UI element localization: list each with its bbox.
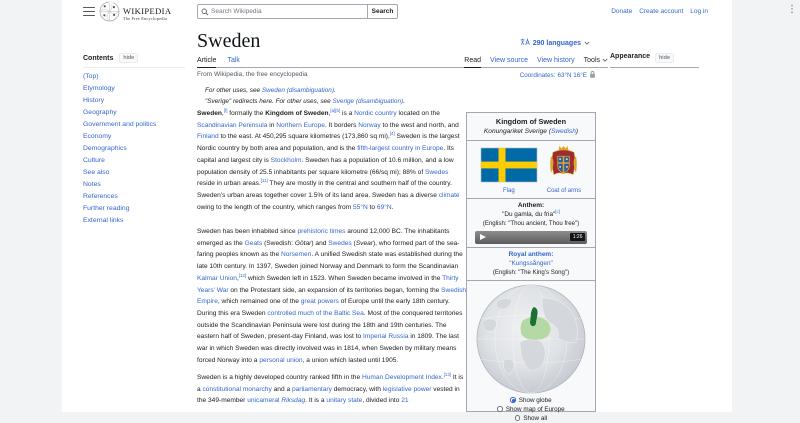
wikipedia-globe-icon xyxy=(99,1,120,27)
divider xyxy=(467,280,595,281)
languages-count-label: 290 languages xyxy=(532,39,581,47)
tools-label: Tools xyxy=(583,57,600,64)
text-span: vested in the 349-member xyxy=(197,385,460,405)
map-option-label: Show all xyxy=(523,414,548,422)
text-span: of Europe until the early 18th century. During this era Sweden xyxy=(197,298,450,317)
text-link[interactable]: Sweden (disambiguation) xyxy=(261,87,334,94)
hamburger-menu-icon[interactable] xyxy=(83,7,95,16)
text-link[interactable]: 69°N xyxy=(376,203,392,211)
text-link[interactable]: parliamentary xyxy=(291,385,332,393)
tools-menu[interactable] xyxy=(584,57,608,67)
text-link[interactable]: Sverige (disambiguation) xyxy=(332,98,404,105)
radio-icon[interactable] xyxy=(515,415,521,421)
anthem-english: (English: "Thou ancient, Thou free") xyxy=(482,219,580,227)
infobox-title: Kingdom of Sweden xyxy=(495,117,567,126)
divider xyxy=(467,140,595,141)
text-span: to xyxy=(367,203,377,211)
royal-anthem-english: (English: "The King's Song") xyxy=(492,268,570,276)
text-span: and a xyxy=(271,385,292,393)
toc-item-see-also[interactable]: See also xyxy=(83,169,110,176)
text-span: reside in urban areas. xyxy=(197,180,261,188)
languages-button[interactable] xyxy=(520,38,590,48)
header-user-links xyxy=(611,8,708,15)
wikipedia-logo[interactable] xyxy=(99,1,171,27)
reference-link[interactable]: [11] xyxy=(260,178,268,184)
text-span: For other uses, see xyxy=(205,87,262,94)
text-span: Sweden is the largest Nordic country by both area and population, and is the xyxy=(197,133,460,153)
search-button[interactable]: Search xyxy=(368,4,398,19)
text-span: which Sweden left in 1523. When Sweden became involved in the xyxy=(246,274,443,282)
map-option-show-globe[interactable] xyxy=(471,396,591,405)
text-span: It is a xyxy=(197,374,464,393)
text-link[interactable]: Stockholm xyxy=(270,156,302,164)
text-span: in 1809. The last war in which Sweden was directly involved was in 1814, when Sweden by military means forced Norway into a xyxy=(197,333,459,364)
text-span: . Sweden has a population of 10.6 million, and a low population density of 25.5 inhabitants per square kilometre (66/sq mi); 88% of xyxy=(197,156,454,176)
text-span: located on the xyxy=(396,110,440,117)
language-icon xyxy=(520,38,530,48)
lead-paragraph-3 xyxy=(197,372,467,407)
coat-of-arms-image[interactable] xyxy=(549,144,578,186)
tab-view-source[interactable]: View source xyxy=(490,57,529,64)
reference-link[interactable]: [a][b] xyxy=(330,107,341,113)
text-span: , divided into xyxy=(362,397,402,405)
location-globe-map[interactable] xyxy=(476,284,586,394)
text-span: Konungariket Sverige ( xyxy=(483,127,551,135)
text-link[interactable]: 55°N xyxy=(353,203,368,211)
hatnote xyxy=(205,96,465,107)
text-link[interactable]: constitutional monarchy xyxy=(202,385,272,393)
text-link[interactable]: Geats xyxy=(244,239,263,247)
toc-item-etymology[interactable]: Etymology xyxy=(83,85,115,92)
audio-player[interactable] xyxy=(475,231,587,244)
toc-item-economy[interactable]: Economy xyxy=(83,133,112,140)
royal-anthem-label-link[interactable]: Royal anthem: xyxy=(508,251,554,259)
radio-selected-icon[interactable] xyxy=(510,397,516,403)
map-option-label: Show map of Europe xyxy=(505,405,565,413)
coat-of-arms-link[interactable]: Coat of arms xyxy=(546,188,582,195)
map-option-show-map-of-europe[interactable] xyxy=(471,405,591,414)
anthem-title-link xyxy=(471,211,591,220)
coordinates-value-link[interactable]: 63°N 16°E xyxy=(557,72,587,79)
text-span: . It is a xyxy=(305,397,327,405)
text-link[interactable]: Swedish xyxy=(550,127,576,135)
sweden-flag-image[interactable] xyxy=(481,148,537,186)
map-option-show-all[interactable] xyxy=(471,414,591,423)
search-input[interactable] xyxy=(211,8,364,15)
toc-item-references[interactable]: References xyxy=(83,193,118,200)
infobox-native-name xyxy=(471,128,591,137)
text-link[interactable]: unicameral xyxy=(247,397,280,405)
text-span: democracy, with xyxy=(331,385,383,393)
royal-anthem-title-link[interactable]: "Kungssången" xyxy=(509,259,553,267)
text-span: in xyxy=(267,121,277,129)
text-link[interactable]: fifth-largest country in Europe xyxy=(357,145,444,153)
text-link[interactable]: personal union xyxy=(259,356,303,364)
text-span: ) and xyxy=(311,239,329,247)
wikipedia-tagline: The Free Encyclopedia xyxy=(123,15,168,21)
create-account-link[interactable]: Create account xyxy=(639,8,684,15)
text-span: ) xyxy=(575,127,579,135)
text-span: Götar xyxy=(294,239,312,247)
play-icon[interactable] xyxy=(480,234,486,240)
chevron-down-icon xyxy=(602,57,608,64)
search-field[interactable] xyxy=(197,4,368,19)
text-span: Sweden has been inhabited since xyxy=(197,228,298,235)
text-link[interactable]: controlled much of the Baltic Sea xyxy=(267,309,364,317)
tab-view-history[interactable]: View history xyxy=(537,57,575,64)
page-title: Sweden xyxy=(197,30,261,52)
search-bar xyxy=(197,4,398,19)
site-tagline: From Wikipedia, the free encyclopedia xyxy=(197,71,308,78)
anthem-label: Anthem: xyxy=(517,202,545,210)
text-span: Sweden is a highly developed country ranked fifth in the xyxy=(197,374,362,381)
text-span: . xyxy=(333,87,336,94)
text-link[interactable]: Finland xyxy=(197,133,219,141)
text-link[interactable]: Norway xyxy=(358,121,381,129)
text-span: They are mostly in the central and southern half of the country. Sweden's urban areas together cover 1.5% of its land area. Sweden has a diverse xyxy=(197,180,452,199)
text-link[interactable]: "Du gamla, du fria" xyxy=(502,211,556,219)
text-link[interactable]: Northern Europe xyxy=(276,121,325,129)
toc-item-demographics[interactable]: Demographics xyxy=(83,145,127,152)
text-link[interactable]: great powers xyxy=(300,298,339,306)
text-link[interactable]: Swedes xyxy=(328,239,352,247)
lead-paragraph-2 xyxy=(197,226,467,366)
text-span: is a xyxy=(340,110,355,117)
page-protection-lock-icon[interactable] xyxy=(589,70,596,81)
text-link[interactable]: Swedes xyxy=(424,168,449,176)
text-link[interactable]: Human Development Index xyxy=(361,374,442,381)
toc-item-history[interactable]: History xyxy=(83,97,105,104)
text-span: to the west and north, and xyxy=(380,121,459,129)
toc-item-notes[interactable]: Notes xyxy=(83,181,101,188)
reference-link[interactable]: [f] xyxy=(223,107,228,113)
text-span: . Most of the conquered territories outside the Scandinavian Peninsula were lost during the 18th and 19th centuries. The eastern half of Sweden, present-day Finland, was lost to xyxy=(197,309,463,341)
appearance-title: Appearance xyxy=(610,53,651,60)
toc-item-further-reading[interactable]: Further reading xyxy=(83,205,130,212)
tab-read[interactable]: Read xyxy=(464,57,481,68)
lead-paragraph-1 xyxy=(197,108,467,213)
text-link[interactable]: legislative power xyxy=(382,385,432,393)
text-link[interactable]: Riksdag xyxy=(281,397,306,405)
tab-talk[interactable]: Talk xyxy=(227,57,240,64)
text-span: . It borders xyxy=(324,121,359,129)
text-span: Svear xyxy=(355,239,373,247)
text-span: . A unified Swedish state was established during the late 10th century. In 1397, Sweden joined Norway and Denmark to form the Scandinavian xyxy=(197,251,463,271)
country-infobox xyxy=(466,112,596,422)
reference-link[interactable]: [c] xyxy=(555,209,560,215)
reference-link[interactable]: [4] xyxy=(389,131,395,137)
text-span: , xyxy=(236,274,239,282)
appearance-hide-button[interactable]: hide xyxy=(655,53,674,63)
text-link[interactable]: Norsemen xyxy=(280,251,312,259)
text-link[interactable]: Scandinavian Peninsula xyxy=(197,121,268,129)
text-span: on the Protestant side, an expansion of its territories began, forming the xyxy=(228,286,442,294)
text-span: owing to the length of the country, which ranges from xyxy=(197,203,354,211)
chevron-down-icon xyxy=(584,40,590,47)
toc-hide-button[interactable]: hide xyxy=(119,53,138,63)
text-span: Kingdom of Sweden xyxy=(265,110,329,117)
text-span: formally the xyxy=(227,110,266,117)
appearance-panel xyxy=(610,53,699,68)
text-span: ( xyxy=(351,239,356,247)
radio-icon[interactable] xyxy=(497,406,503,412)
reference-link[interactable]: [12] xyxy=(238,272,247,278)
hatnote xyxy=(205,85,465,96)
text-link[interactable]: climate xyxy=(438,191,460,199)
text-link[interactable]: Thirty Years' War xyxy=(197,274,459,294)
text-span: , xyxy=(221,110,224,117)
text-span: around 12,000 BC. The inhabitants emerged as the xyxy=(197,228,450,247)
text-span: . xyxy=(441,374,444,381)
reference-link[interactable]: [13] xyxy=(443,371,452,377)
text-link[interactable]: prehistoric times xyxy=(297,228,346,235)
table-of-contents xyxy=(83,53,185,227)
divider xyxy=(467,247,595,248)
text-span: . xyxy=(403,98,405,105)
text-span: , a union which lasted until 1905. xyxy=(302,356,399,364)
tab-article[interactable]: Article xyxy=(197,57,216,68)
text-link[interactable]: Swedish Empire xyxy=(197,286,467,306)
text-span: Sweden xyxy=(197,110,222,117)
toc-item-geography[interactable]: Geography xyxy=(83,109,117,116)
text-span: , which remained one of the xyxy=(217,298,301,306)
login-link[interactable]: Log in xyxy=(690,8,708,15)
wikipedia-wordmark: WIKIPEDIA xyxy=(123,6,172,17)
toc-item-external-links[interactable]: External links xyxy=(83,217,124,224)
text-link[interactable]: unitary state xyxy=(326,397,363,405)
article-tab-bar xyxy=(197,53,608,68)
text-link[interactable]: Nordic country xyxy=(354,110,397,117)
text-link[interactable]: 21 xyxy=(401,397,409,405)
text-span: ), who formed part of the sea-faring peoples known as the xyxy=(197,239,460,259)
coordinates-bar xyxy=(520,70,596,81)
search-icon xyxy=(201,3,209,21)
toc-title: Contents xyxy=(83,54,114,62)
toc-item-top[interactable]: (Top) xyxy=(83,73,99,80)
page-sheet xyxy=(62,0,732,422)
map-option-label: Show globe xyxy=(518,396,552,404)
toc-item-culture[interactable]: Culture xyxy=(83,157,105,164)
hatnotes xyxy=(205,85,465,107)
more-options-icon[interactable]: ⋮ xyxy=(787,4,797,15)
audio-duration: 1:26 xyxy=(570,233,585,241)
text-span: . xyxy=(391,203,394,211)
text-span: (Swedish: xyxy=(262,239,295,247)
text-span: , xyxy=(328,110,331,117)
text-span: . Its capital and largest city is xyxy=(197,145,454,164)
toc-item-government-and-politics[interactable]: Government and politics xyxy=(83,121,157,128)
flag-link[interactable]: Flag xyxy=(503,188,515,195)
coordinates-label-link[interactable]: Coordinates: xyxy=(519,72,556,79)
text-link[interactable]: Imperial Russia xyxy=(363,333,409,341)
donate-link[interactable]: Donate xyxy=(611,8,633,15)
text-span: to the east. At 450,295 square kilometres (173,860 sq mi), xyxy=(218,133,390,141)
text-span: "Sverige" redirects here. For other uses, see xyxy=(205,98,333,105)
text-link[interactable]: Kalmar Union xyxy=(197,274,237,282)
divider xyxy=(467,198,595,199)
